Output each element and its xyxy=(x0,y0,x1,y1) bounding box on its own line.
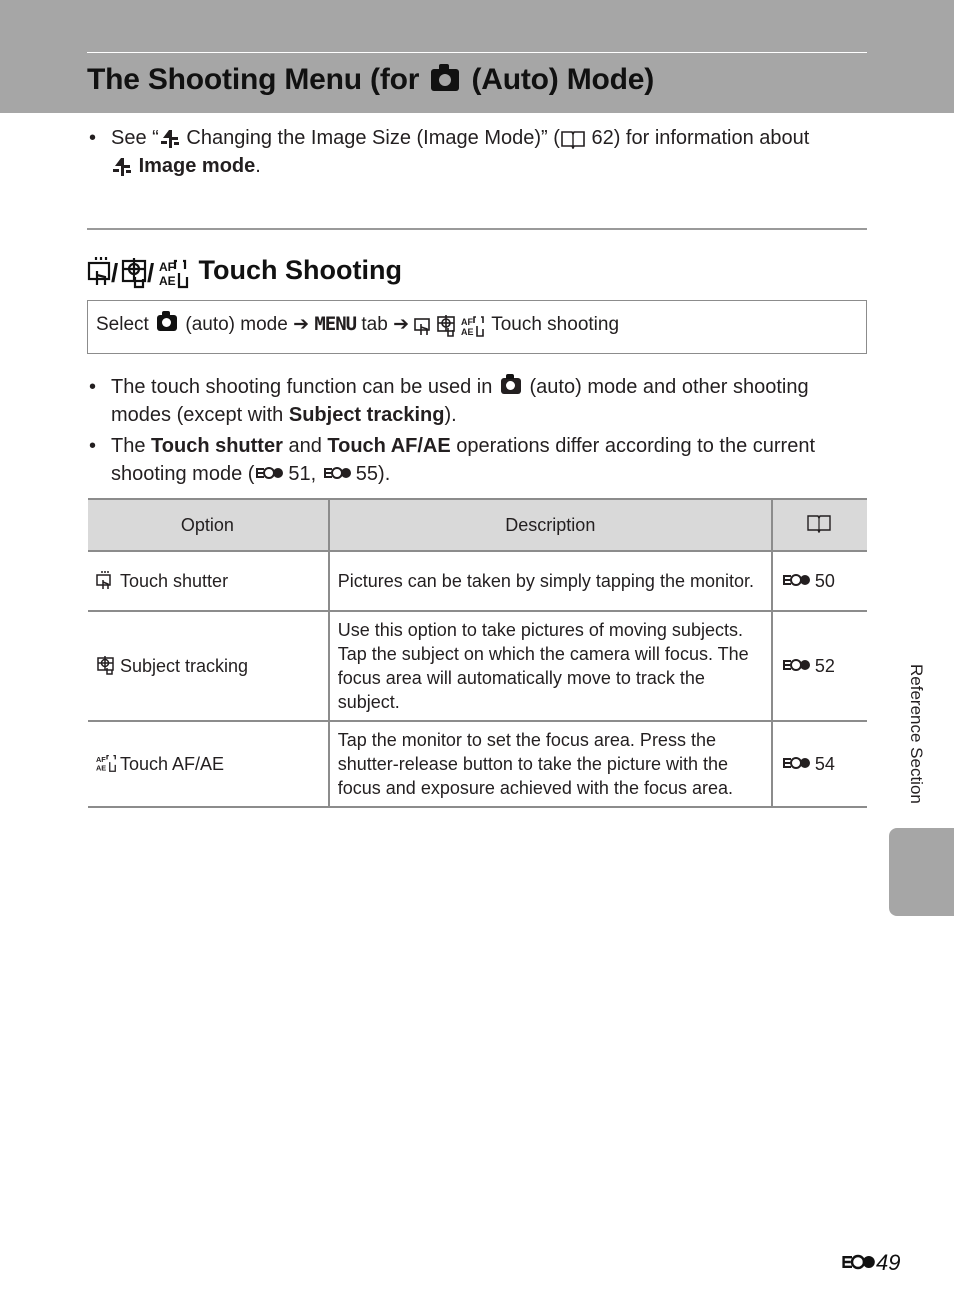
options-table xyxy=(88,498,867,808)
option-cell xyxy=(88,611,329,721)
option-label: Subject tracking xyxy=(120,656,249,676)
description-cell: Tap the monitor to set the focus area. Press the shutter-release button to take the picture with the focus and exposure achieved with the focus area. xyxy=(329,721,772,807)
header-description: Description xyxy=(329,499,772,551)
reference-section-icon xyxy=(781,658,811,672)
bullet-2-bold1: Touch shutter xyxy=(151,435,283,457)
bullet-2 xyxy=(111,432,871,488)
reference-section-icon-2 xyxy=(322,466,352,480)
page-ref: 52 xyxy=(814,656,835,676)
arrow-right-icon: ➔ xyxy=(293,314,310,336)
nav-select: Select xyxy=(96,314,149,336)
reference-section-icon xyxy=(781,573,811,587)
nav-tab: tab xyxy=(361,314,388,336)
nav-auto-mode: (auto) mode xyxy=(185,314,288,336)
section-title-text: Touch Shooting xyxy=(198,255,402,285)
subject-tracking-icon xyxy=(96,655,118,675)
page-ref-cell xyxy=(772,721,867,807)
reference-section-icon xyxy=(781,756,811,770)
page-number xyxy=(840,1250,900,1276)
table-header-row xyxy=(88,499,867,551)
nav-menu: MENU xyxy=(314,313,357,336)
page-title-prefix: The Shooting Menu (for xyxy=(87,63,420,96)
bullet-dot-2: • xyxy=(89,435,97,457)
svg-text:AE: AE xyxy=(96,763,107,773)
side-section-tab xyxy=(889,828,954,916)
camera-icon-nav xyxy=(157,315,177,331)
intro-see: See “ xyxy=(111,127,159,149)
camera-icon-bullet xyxy=(501,378,521,394)
touch-modes-icon xyxy=(87,255,191,289)
reference-section-icon xyxy=(254,466,284,480)
section-title xyxy=(87,250,402,290)
header-rule xyxy=(87,52,867,53)
camera-icon xyxy=(431,69,459,91)
navigation-path xyxy=(96,313,619,337)
svg-text:AF: AF xyxy=(159,259,175,274)
description-cell: Use this option to take pictures of moving subjects. Tap the subject on which the camera will focus. The focus area will automatically move to track the subject. xyxy=(329,611,772,721)
intro-period: . xyxy=(255,155,261,177)
reference-section-icon-footer xyxy=(840,1253,876,1271)
bullet-1-part2: (auto) mode and other shooting modes (except with xyxy=(111,376,809,426)
intro-page-ref: 62) for information about xyxy=(591,127,810,149)
page-ref: 50 xyxy=(814,571,835,591)
bullet-2-part2: and xyxy=(288,435,322,457)
arrow-right-icon-2: ➔ xyxy=(393,314,409,336)
page-ref-cell xyxy=(772,551,867,611)
svg-text:AF: AF xyxy=(461,317,474,327)
image-mode-icon xyxy=(159,129,181,149)
page-title-suffix: (Auto) Mode) xyxy=(471,63,655,96)
intro-text xyxy=(111,124,871,180)
option-cell xyxy=(88,551,329,611)
page-ref: 54 xyxy=(814,754,835,774)
option-label: Touch shutter xyxy=(120,571,229,591)
intro-link-text: Changing the Image Size (Image Mode)” ( xyxy=(186,127,560,149)
touch-af-ae-icon xyxy=(96,753,118,773)
section-rule xyxy=(87,228,867,230)
book-icon xyxy=(560,129,586,149)
bullet-1-part1: The touch shooting function can be used in xyxy=(111,376,493,398)
option-cell xyxy=(88,721,329,807)
page-number-value: 49 xyxy=(876,1250,901,1275)
bullet-2-ref1: 51, xyxy=(288,463,317,485)
bullet-dot-1: • xyxy=(89,376,97,398)
navigation-path-box xyxy=(87,300,867,354)
option-label: Touch AF/AE xyxy=(120,754,225,774)
book-icon-header xyxy=(806,513,832,533)
header-option: Option xyxy=(88,499,329,551)
side-section-label: Reference Section xyxy=(907,664,926,804)
svg-text:/: / xyxy=(111,257,119,288)
bullet-1-bold: Subject tracking xyxy=(288,404,445,426)
table-row xyxy=(88,551,867,611)
table-row xyxy=(88,721,867,807)
page-title xyxy=(87,58,654,102)
svg-text:AE: AE xyxy=(461,327,474,337)
touch-modes-icon-nav xyxy=(414,313,486,337)
bullet-2-part1: The xyxy=(111,435,146,457)
image-mode-icon-2 xyxy=(111,157,133,177)
header-page-ref xyxy=(772,499,867,551)
bullet-2-part3: operations differ according to the current shooting mode ( xyxy=(111,435,816,485)
description-cell: Pictures can be taken by simply tapping the monitor. xyxy=(329,551,772,611)
page-ref-cell xyxy=(772,611,867,721)
touch-shutter-icon xyxy=(96,570,118,590)
bullet-1-part3: ). xyxy=(444,404,457,426)
table-row xyxy=(88,611,867,721)
intro-image-mode: Image mode xyxy=(138,155,256,177)
bullet-dot: • xyxy=(89,127,97,149)
svg-text:AE: AE xyxy=(159,273,176,288)
svg-text:/: / xyxy=(147,257,155,288)
bullet-2-ref2: 55). xyxy=(355,463,391,485)
bullet-2-bold2: Touch AF/AE xyxy=(327,435,451,457)
svg-text:AF: AF xyxy=(96,755,106,765)
nav-touch-shooting: Touch shooting xyxy=(491,314,620,336)
bullet-1 xyxy=(111,373,871,429)
